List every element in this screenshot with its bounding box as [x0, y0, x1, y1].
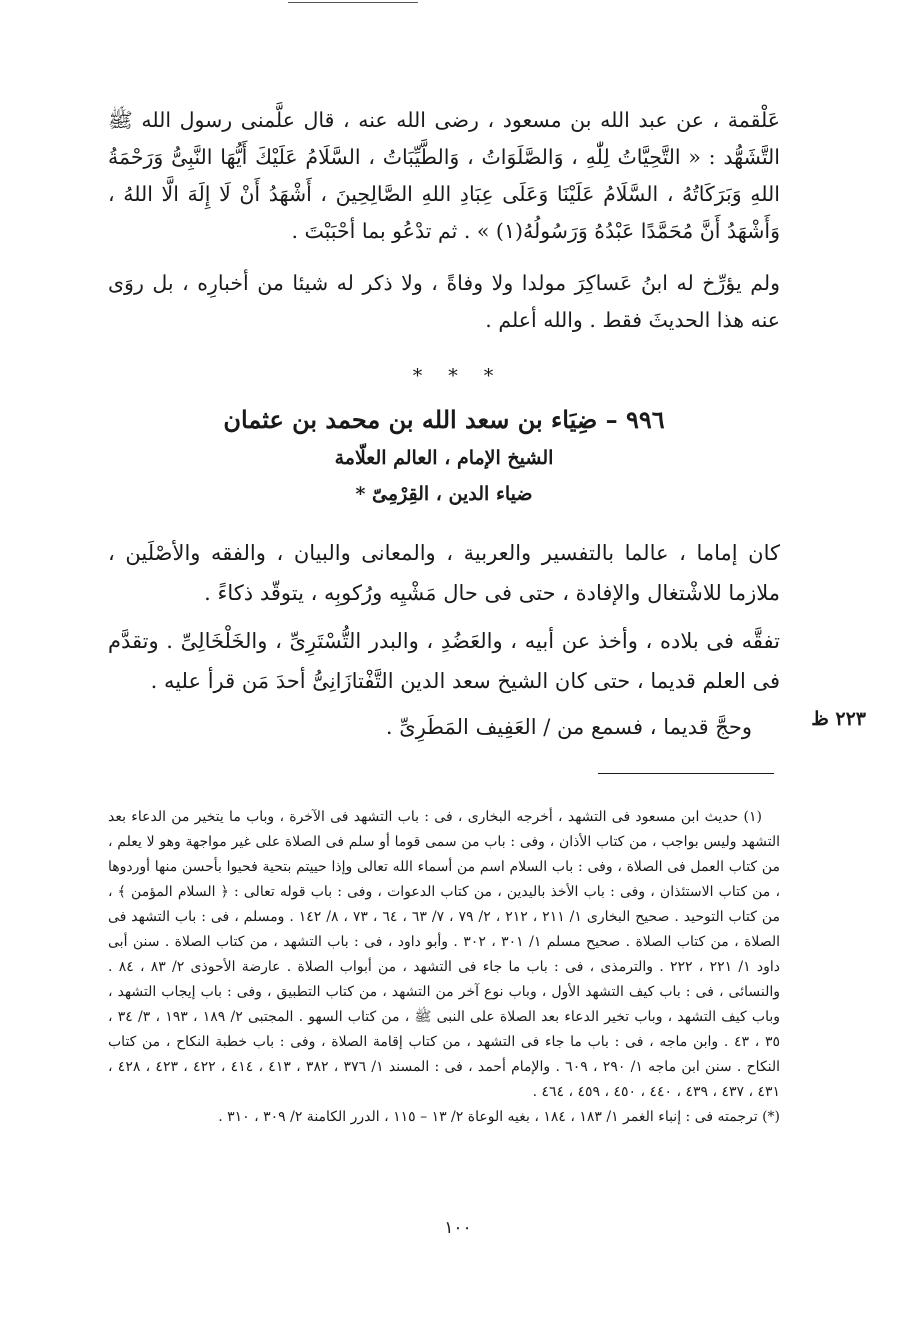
section-separator: * * *	[412, 365, 504, 387]
page-number: ١٠٠	[444, 1218, 472, 1238]
footnote-separator	[598, 773, 774, 774]
footnote-1: (١) حديث ابن مسعود فى التشهد ، أخرجه البخارى ، فى : باب التشهد فى الآخرة ، وباب ما يتخير من الدعاء بعد التشهد وليس بواجب ، من كتاب الأذان ، وفى : باب من سمى قوما أو سلم فى الصلاة على غير مواجهة وهو لا يعلم ، من كتاب العمل فى الصلاة ، وفى : باب السلام اسم من أسماء الله تعالى وإذا حييتم بتحية فحيوا بأحسن منها أوردوها ، من كتاب الاستئذان ، وفى : باب الأخذ باليدين ، من كتاب الدعوات ، وفى : باب قوله تعالى : ﴿ السلام المؤمن ﴾ ، من كتاب التوحيد . صحيح البخارى ١/ ٢١١ ، ٢١٢ ، ٢/ ٧٩ ، ٧/ ٦٣ ، ٦٤ ، ٧٣ ، ٨/ ١٤٢ . ومسلم ، فى : باب التشهد فى الصلاة ، من كتاب الصلاة . صحيح مسلم ١/ ٣٠١ ، ٣٠٢ . وأبو داود ، فى : باب التشهد ، من كتاب الصلاة . سنن أبى داود ١/ ٢٢١ ، ٢٢٢ . والترمذى ، فى : باب ما جاء فى التشهد ، من أبواب الصلاة . عارضة الأحوذى ٢/ ٨٣ ، ٨٤ . والنسائى ، فى : باب كيف التشهد الأول ، وباب نوع آخر من التشهد ، من كتاب التطبيق ، وفى : باب إيجاب التشهد ، وباب كيف التشهد ، وباب تخير الدعاء بعد الصلاة على النبى ﷺ ، من كتاب السهو . المجتبى ٢/ ١٨٩ ، ١٩٣ ، ٣/ ٣٤ ، ٣٥ ، ٤٣ . وابن ماجه ، فى : باب ما جاء فى التشهد ، من كتاب إقامة الصلاة ، وفى : باب خطبة النكاح ، من كتاب النكاح . سنن ابن ماجه ١/ ٢٩٠ ، ٦٠٩ . والإمام أحمد ، فى : المسند ١/ ٣٧٦ ، ٣٨٢ ، ٤١٣ ، ٤١٤ ، ٤٢٢ ، ٤٢٣ ، ٤٢٨ ، ٤٣١ ، ٤٣٧ ، ٤٣٩ ، ٤٤٠ ، ٤٥٠ ، ٤٥٩ ، ٤٦٤ .	[108, 809, 781, 1100]
footnotes	[108, 805, 780, 1130]
top-rule	[288, 2, 418, 3]
paragraph-text: كان إماما ، عالما بالتفسير والعربية ، والمعانى والبيان ، والفقه والأصْلَين ، ملازما للاشْتغال والإفادة ، حتى فى حال مَشْيِه ورُكوبِه ، يتوقّد ذكاءً .	[108, 541, 780, 605]
paragraph-text: عَلْقمة ، عن عبد الله بن مسعود ، رضى الله عنه ، قال علَّمنى رسول الله ﷺ التَّشَهُّد : « التَّحِيَّاتُ لِلّٰهِ ، وَالصَّلَوَاتُ ، وَالطَّيِّبَاتُ ، السَّلَامُ عَلَيْكَ أَيُّهَا النَّبِىُّ وَرَحْمَةُ اللهِ وَبَرَكَاتُهُ ، السَّلَامُ عَلَيْنَا وَعَلَى عِبَادِ اللهِ الصَّالِحِينَ ، أَشْهَدُ أَنْ لَا إِلَهَ الَّا اللهُ ، وَأَشْهَدُ أَنَّ مُحَمَّدًا عَبْدُهُ وَرَسُولُهُ(١) » . ثم تدْعُو بما أحْبَبْتَ .	[108, 108, 780, 243]
entry-subtitle-name: ضياء الدين ، القِرْمِىّ *	[355, 483, 533, 505]
entry-subtitle-honorific: الشيخ الإمام ، العالم العلّامة	[334, 447, 554, 469]
body-paragraph-scholarship	[108, 533, 780, 613]
paragraph-text: وحجَّ قديما ، فسمع من / العَفِيف المَطَرِىِّ .	[385, 715, 752, 739]
body-paragraph-hadith	[108, 102, 780, 250]
entry-title: ٩٩٦ – ضِيَاء بن سعد الله بن محمد بن عثمان	[223, 405, 665, 434]
body-paragraph-hajj	[108, 707, 780, 747]
body-paragraph-ibn-asakir	[108, 265, 780, 339]
paragraph-text: ولم يؤرِّخ له ابنُ عَساكِرَ مولدا ولا وفاةً ، ولا ذكر له شيئا من أخبارِه ، بل روَى عنه هذا الحديثَ فقط . والله أعلم .	[108, 271, 780, 332]
footnote-star: (*) ترجمته فى : إنباء الغمر ١/ ١٨٣ ، ١٨٤ ، بغيه الوعاة ٢/ ١٣ – ١١٥ ، الدرر الكامنة ٢/ ٣٠٩ ، ٣١٠ .	[218, 1109, 780, 1125]
body-paragraph-teachers	[108, 621, 780, 701]
paragraph-text: تفقَّه فى بلاده ، وأخذ عن أبيه ، والعَضُدِ ، والبدر التُّسْتَرِىِّ ، والخَلْخَالِىِّ . وتقدَّم فى العلم قديما ، حتى كان الشيخ سعد الدين التَّفْتازَانِىُّ أحدَ مَن قرأ عليه .	[108, 629, 780, 693]
manuscript-folio-note: ٢٢٣ ظ	[811, 708, 866, 730]
